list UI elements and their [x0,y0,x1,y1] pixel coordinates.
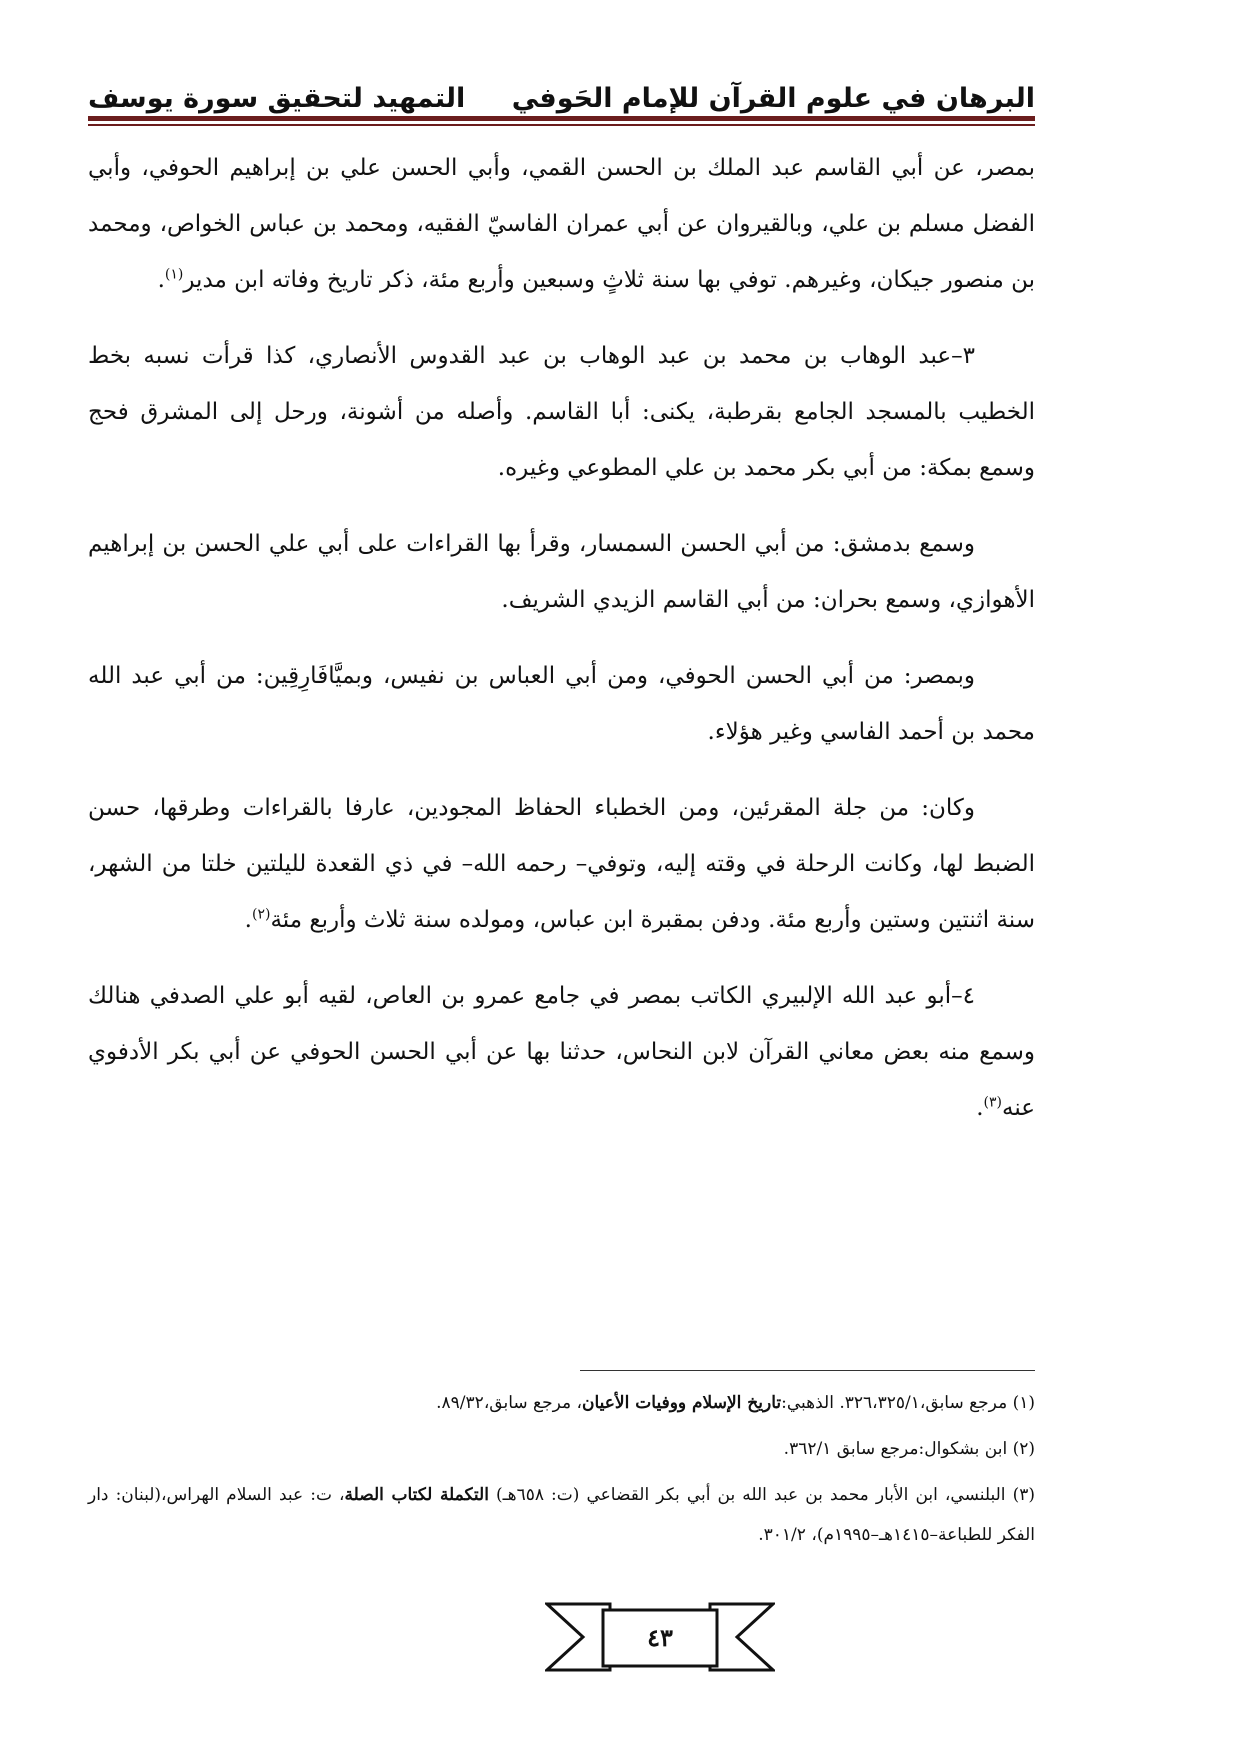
running-header [88,70,1035,114]
footnote-marker[interactable]: (٢) [251,906,271,923]
paragraph-text: وسمع بدمشق: من أبي الحسن السمسار، وقرأ بها القراءات على أبي علي الحسن بن إبراهيم الأهوازي، وسمع بحران: من أبي القاسم الزيدي الشريف. [88,531,1035,613]
footnote-text: ، ت: عبد السلام الهراس،(لبنان: دار الفكر للطباعة–١٤١٥هـ–١٩٩٥م)، ٣٠١/٢. [88,1485,1035,1545]
paragraph-text: وبمصر: من أبي الحسن الحوفي، ومن أبي العباس بن نفيس، وبميَّافَارِقِين: من أبي عبد الله محمد بن أحمد الفاسي وغير هؤلاء. [88,663,1035,745]
paragraph [88,328,1035,496]
header-section-title: التمهيد لتحقيق سورة يوسف [88,83,466,114]
header-rule-thick [88,116,1035,121]
page-number: ٤٣ [647,1622,673,1652]
paragraph-text: ٤–أبو عبد الله الإلبيري الكاتب بمصر في جامع عمرو بن العاص، لقيه أبو علي الصدفي هنالك وسمع منه بعض معاني القرآن لابن النحاس، حدثنا بها عن أبي الحسن الحوفي عن أبي بكر الأدفوي عنه [88,983,1035,1121]
footnotes [88,1383,1035,1561]
footnote-book-title: التكملة لكتاب الصلة [344,1485,489,1505]
footnote-book-title: تاريخ الإسلام ووفيات الأعيان [581,1393,782,1413]
footnote-text: (٣) البلنسي، ابن الأبار محمد بن عبد الله بن أبي بكر القضاعي (ت: ٦٥٨هـ) [488,1485,1035,1505]
header-rule-thin [88,124,1035,126]
main-text [88,140,1035,1156]
footnote-separator [580,1370,1035,1371]
footnote [88,1475,1035,1555]
paragraph-text: وكان: من جلة المقرئين، ومن الخطباء الحفاظ المجودين، عارفا بالقراءات وطرقها، حسن الضبط لها، وكانت الرحلة في وقته إليه، وتوفي– رحمه الله– في ذي القعدة لليلتين خلتا من الشهر، سنة اثنتين وستين وأربع مئة. ودفن بمقبرة ابن عباس، ومولده سنة ثلاث وأربع مئة [88,795,1035,933]
footnote-text: ، مرجع سابق،٨٩/٣٢. [436,1393,582,1413]
paragraph [88,968,1035,1136]
paragraph-tail: . [976,1095,984,1121]
footnote [88,1429,1035,1469]
paragraph [88,516,1035,628]
footnote [88,1383,1035,1423]
paragraph-text: ٣–عبد الوهاب بن محمد بن عبد الوهاب بن عبد القدوس الأنصاري، كذا قرأت نسبه بخط الخطيب بالمسجد الجامع بقرطبة، يكنى: أبا القاسم. وأصله من أشونة، ورحل إلى المشرق فحج وسمع بمكة: من أبي بكر محمد بن علي المطوعي وغيره. [88,343,1035,481]
paragraph-tail: . [157,267,165,293]
paragraph [88,780,1035,948]
paragraph [88,140,1035,308]
footnote-marker[interactable]: (١) [164,266,184,283]
paragraph [88,648,1035,760]
footnote-marker[interactable]: (٣) [983,1094,1002,1111]
footnote-text: (١) مرجع سابق،٣٢٦،٣٢٥/١. الذهبي: [781,1393,1035,1413]
paragraph-tail: . [244,907,252,933]
footnote-text: (٢) ابن بشكوال:مرجع سابق ٣٦٢/١. [783,1439,1035,1459]
header-book-title: البرهان في علوم القرآن للإمام الحَوفي [511,83,1035,114]
paragraph-text: بمصر، عن أبي القاسم عبد الملك بن الحسن القمي، وأبي الحسن علي بن إبراهيم الحوفي، وأبي الفضل مسلم بن علي، وبالقيروان عن أبي عمران الفاسيّ الفقيه، ومحمد بن عباس الخواص، ومحمد بن منصور جيكان، وغيرهم. توفي بها سنة ثلاثٍ وسبعين وأربع مئة، ذكر تاريخ وفاته ابن مدير [88,155,1035,293]
